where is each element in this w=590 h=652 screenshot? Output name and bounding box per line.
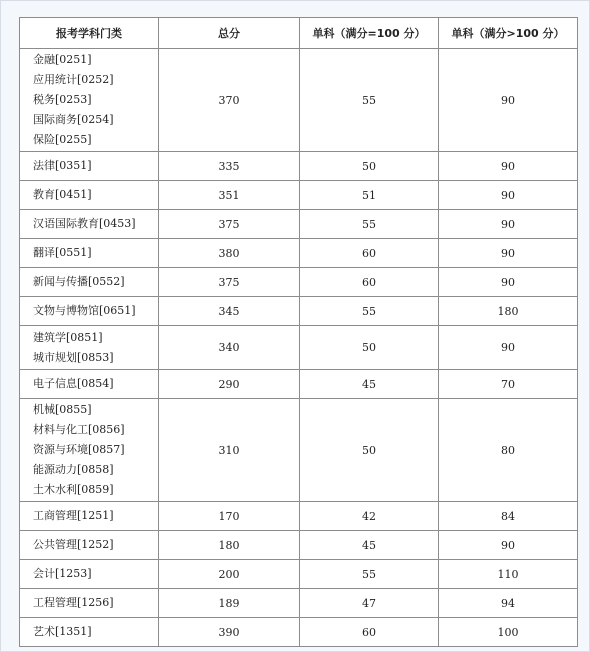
header-subject-category: 报考学科门类 — [20, 18, 159, 49]
subject-name: 会计[1253] — [33, 567, 92, 580]
table-row — [20, 239, 578, 268]
table-row — [20, 399, 578, 502]
table-row — [20, 502, 578, 531]
header-single-over-100: 单科（满分>100 分） — [439, 18, 578, 49]
subject-cell — [20, 297, 159, 326]
subject-name: 城市规划[0853] — [33, 350, 114, 364]
subject-name: 公共管理[1252] — [33, 538, 114, 551]
subject-name: 翻译[0551] — [33, 246, 92, 259]
total-score-cell: 200 — [159, 560, 300, 589]
total-score-cell: 375 — [159, 268, 300, 297]
total-score-cell: 390 — [159, 618, 300, 647]
score-table — [19, 17, 578, 647]
subject-cell — [20, 49, 159, 152]
subject-name: 工商管理[1251] — [33, 509, 114, 522]
total-score-cell: 189 — [159, 589, 300, 618]
subject-name: 法律[0351] — [33, 159, 92, 172]
table-row — [20, 618, 578, 647]
single-100-cell: 45 — [300, 370, 439, 399]
single-over-100-cell: 90 — [439, 49, 578, 152]
table-row — [20, 326, 578, 370]
single-over-100-cell: 90 — [439, 239, 578, 268]
subject-cell — [20, 326, 159, 370]
table-row — [20, 370, 578, 399]
subject-name: 电子信息[0854] — [33, 377, 114, 390]
single-over-100-cell: 70 — [439, 370, 578, 399]
single-over-100-cell: 90 — [439, 210, 578, 239]
header-total-score: 总分 — [159, 18, 300, 49]
subject-cell — [20, 152, 159, 181]
table-row — [20, 49, 578, 152]
total-score-cell: 180 — [159, 531, 300, 560]
subject-cell — [20, 502, 159, 531]
total-score-cell: 340 — [159, 326, 300, 370]
single-100-cell: 50 — [300, 152, 439, 181]
subject-name: 税务[0253] — [33, 93, 92, 106]
subject-cell — [20, 531, 159, 560]
subject-cell — [20, 181, 159, 210]
total-score-cell: 370 — [159, 49, 300, 152]
table-row — [20, 589, 578, 618]
total-score-cell: 351 — [159, 181, 300, 210]
single-over-100-cell: 90 — [439, 326, 578, 370]
single-100-cell: 55 — [300, 49, 439, 152]
header-single-100: 单科（满分=100 分） — [300, 18, 439, 49]
subject-name: 工程管理[1256] — [33, 596, 114, 609]
single-over-100-cell: 90 — [439, 531, 578, 560]
table-row — [20, 210, 578, 239]
total-score-cell: 290 — [159, 370, 300, 399]
subject-name: 能源动力[0858] — [33, 463, 114, 476]
total-score-cell: 170 — [159, 502, 300, 531]
table-body — [20, 49, 578, 647]
total-score-cell: 375 — [159, 210, 300, 239]
table-row — [20, 297, 578, 326]
subject-name: 新闻与传播[0552] — [33, 275, 125, 288]
subject-name: 应用统计[0252] — [33, 73, 114, 86]
table-row — [20, 268, 578, 297]
single-over-100-cell: 94 — [439, 589, 578, 618]
subject-name: 保险[0255] — [33, 133, 92, 146]
subject-name: 建筑学[0851] — [33, 330, 103, 344]
single-100-cell: 50 — [300, 399, 439, 502]
subject-name: 机械[0855] — [33, 403, 92, 416]
subject-name: 教育[0451] — [33, 188, 92, 201]
single-over-100-cell: 90 — [439, 152, 578, 181]
subject-name: 土木水利[0859] — [33, 483, 114, 496]
subject-cell — [20, 268, 159, 297]
subject-name: 文物与博物馆[0651] — [33, 304, 136, 317]
single-100-cell: 60 — [300, 268, 439, 297]
subject-cell — [20, 399, 159, 502]
single-over-100-cell: 90 — [439, 181, 578, 210]
single-100-cell: 60 — [300, 618, 439, 647]
subject-name: 资源与环境[0857] — [33, 443, 125, 456]
single-100-cell: 47 — [300, 589, 439, 618]
subject-cell — [20, 370, 159, 399]
header-row — [20, 18, 578, 49]
single-100-cell: 51 — [300, 181, 439, 210]
subject-cell — [20, 618, 159, 647]
subject-name: 汉语国际教育[0453] — [33, 217, 136, 230]
single-over-100-cell: 90 — [439, 268, 578, 297]
table-row — [20, 531, 578, 560]
subject-cell — [20, 589, 159, 618]
subject-name: 金融[0251] — [33, 53, 92, 66]
table-row — [20, 152, 578, 181]
total-score-cell: 380 — [159, 239, 300, 268]
single-over-100-cell: 84 — [439, 502, 578, 531]
single-over-100-cell: 100 — [439, 618, 578, 647]
total-score-cell: 335 — [159, 152, 300, 181]
subject-name: 国际商务[0254] — [33, 113, 114, 126]
single-over-100-cell: 110 — [439, 560, 578, 589]
single-100-cell: 45 — [300, 531, 439, 560]
total-score-cell: 310 — [159, 399, 300, 502]
table-row — [20, 560, 578, 589]
single-over-100-cell: 80 — [439, 399, 578, 502]
subject-name: 材料与化工[0856] — [33, 423, 125, 436]
single-100-cell: 55 — [300, 560, 439, 589]
table-row — [20, 181, 578, 210]
single-100-cell: 55 — [300, 210, 439, 239]
single-over-100-cell: 180 — [439, 297, 578, 326]
single-100-cell: 55 — [300, 297, 439, 326]
single-100-cell: 60 — [300, 239, 439, 268]
single-100-cell: 42 — [300, 502, 439, 531]
subject-cell — [20, 560, 159, 589]
total-score-cell: 345 — [159, 297, 300, 326]
single-100-cell: 50 — [300, 326, 439, 370]
subject-cell — [20, 239, 159, 268]
subject-name: 艺术[1351] — [33, 625, 92, 638]
subject-cell — [20, 210, 159, 239]
